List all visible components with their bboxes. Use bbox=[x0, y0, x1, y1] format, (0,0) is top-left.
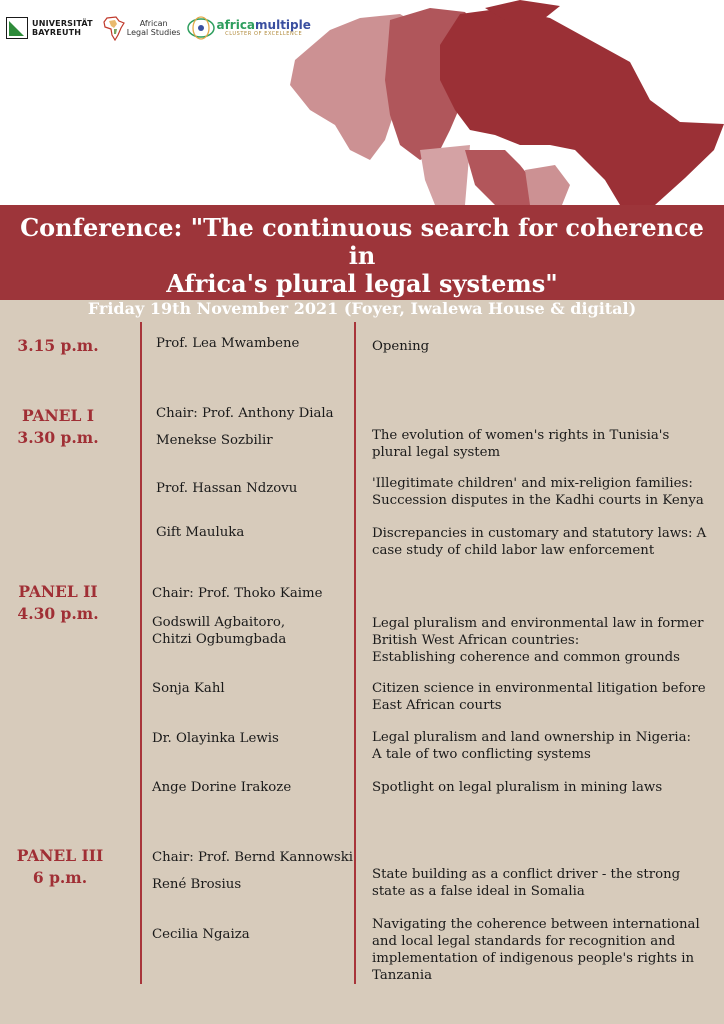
african-legal-studies-logo bbox=[103, 15, 181, 41]
panel-label: PANEL I bbox=[21, 406, 95, 425]
panel-time: 6 p.m. bbox=[32, 868, 88, 887]
talk-topic: Citizen science in environmental litigation before East African courts bbox=[372, 681, 706, 713]
speaker-name: René Brosius bbox=[152, 877, 242, 892]
talk-topic: Legal pluralism and land ownership in Nigeria: A tale of two conflicting systems bbox=[372, 730, 691, 762]
talk-topic: Spotlight on legal pluralism in mining laws bbox=[372, 780, 663, 795]
session-time-panel-2 bbox=[14, 581, 102, 625]
talk-topic: State building as a conflict driver - the strong state as a false ideal in Somalia bbox=[372, 867, 681, 899]
talk-topic: The evolution of women's rights in Tunisia's plural legal system bbox=[372, 428, 670, 460]
talk-topic: 'Illegitimate children' and mix-religion families: Succession disputes in the Kadhi courts in Kenya bbox=[372, 476, 704, 508]
am-part2: multiple bbox=[255, 18, 311, 32]
speaker-name: Cecilia Ngaiza bbox=[152, 927, 250, 942]
speaker-name: Prof. Lea Mwambene bbox=[156, 336, 300, 351]
als-logo-text bbox=[127, 19, 181, 37]
chair-name: Chair: Prof. Anthony Diala bbox=[156, 406, 334, 421]
speaker-name: Menekse Sozbilir bbox=[156, 433, 273, 448]
header-image-area bbox=[0, 0, 724, 205]
conference-title-line2: Africa's plural legal systems" bbox=[166, 269, 558, 298]
title-banner bbox=[0, 205, 724, 318]
panel-label: PANEL III bbox=[16, 846, 104, 865]
speaker-name: Ange Dorine Irakoze bbox=[152, 780, 292, 795]
speaker-name: Godswill Agbaitoro, Chitzi Ogbumgbada bbox=[152, 615, 287, 647]
logo-bar bbox=[6, 12, 311, 44]
panel-label: PANEL II bbox=[18, 582, 98, 601]
column-divider-left bbox=[140, 322, 142, 984]
panel-time: 4.30 p.m. bbox=[17, 604, 99, 623]
university-logo-line2: BAYREUTH bbox=[32, 28, 82, 37]
conference-title-line1: Conference: "The continuous search for coherence in bbox=[20, 213, 704, 270]
panel-time: 3.30 p.m. bbox=[17, 428, 99, 447]
conference-title bbox=[0, 205, 724, 298]
university-logo-text bbox=[32, 19, 93, 37]
speaker-name: Prof. Hassan Ndzovu bbox=[156, 481, 298, 496]
speaker-name: Gift Mauluka bbox=[156, 525, 245, 540]
talk-topic: Navigating the coherence between international and local legal standards for recognition and implementation of indigenous people's rights in Tanzania bbox=[372, 917, 700, 983]
chair-name: Chair: Prof. Bernd Kannowski bbox=[152, 850, 353, 865]
als-logo-line1: African bbox=[139, 19, 168, 28]
speaker-name: Dr. Olayinka Lewis bbox=[152, 731, 279, 746]
africamultiple-swirl-icon bbox=[186, 15, 216, 41]
column-divider-right bbox=[354, 322, 356, 984]
talk-topic: Discrepancies in customary and statutory laws: A case study of child labor law enforcement bbox=[372, 526, 707, 558]
university-bayreuth-logo bbox=[6, 17, 93, 39]
university-logo-line1: UNIVERSITÄT bbox=[32, 19, 93, 28]
speaker-name: Sonja Kahl bbox=[152, 681, 225, 696]
session-time-panel-3 bbox=[14, 845, 106, 889]
africa-outline-icon bbox=[103, 15, 125, 41]
university-mark-icon bbox=[6, 17, 28, 39]
session-time-opening bbox=[14, 335, 102, 357]
am-subtitle: CLUSTER OF EXCELLENCE bbox=[225, 31, 303, 37]
als-logo-line2: Legal Studies bbox=[126, 28, 181, 37]
talk-topic: Opening bbox=[372, 339, 430, 354]
am-part1: africa bbox=[216, 18, 256, 32]
session-time-line1: 3.15 p.m. bbox=[17, 336, 99, 355]
talk-topic: Legal pluralism and environmental law in former British West African countries: Establishing coherence and common grounds bbox=[372, 616, 704, 665]
africa-map-graphic bbox=[290, 0, 724, 205]
conference-date-location: Friday 19th November 2021 (Foyer, Iwalewa House & digital) bbox=[87, 299, 637, 318]
chair-name: Chair: Prof. Thoko Kaime bbox=[152, 586, 323, 601]
session-time-panel-1 bbox=[14, 405, 102, 449]
